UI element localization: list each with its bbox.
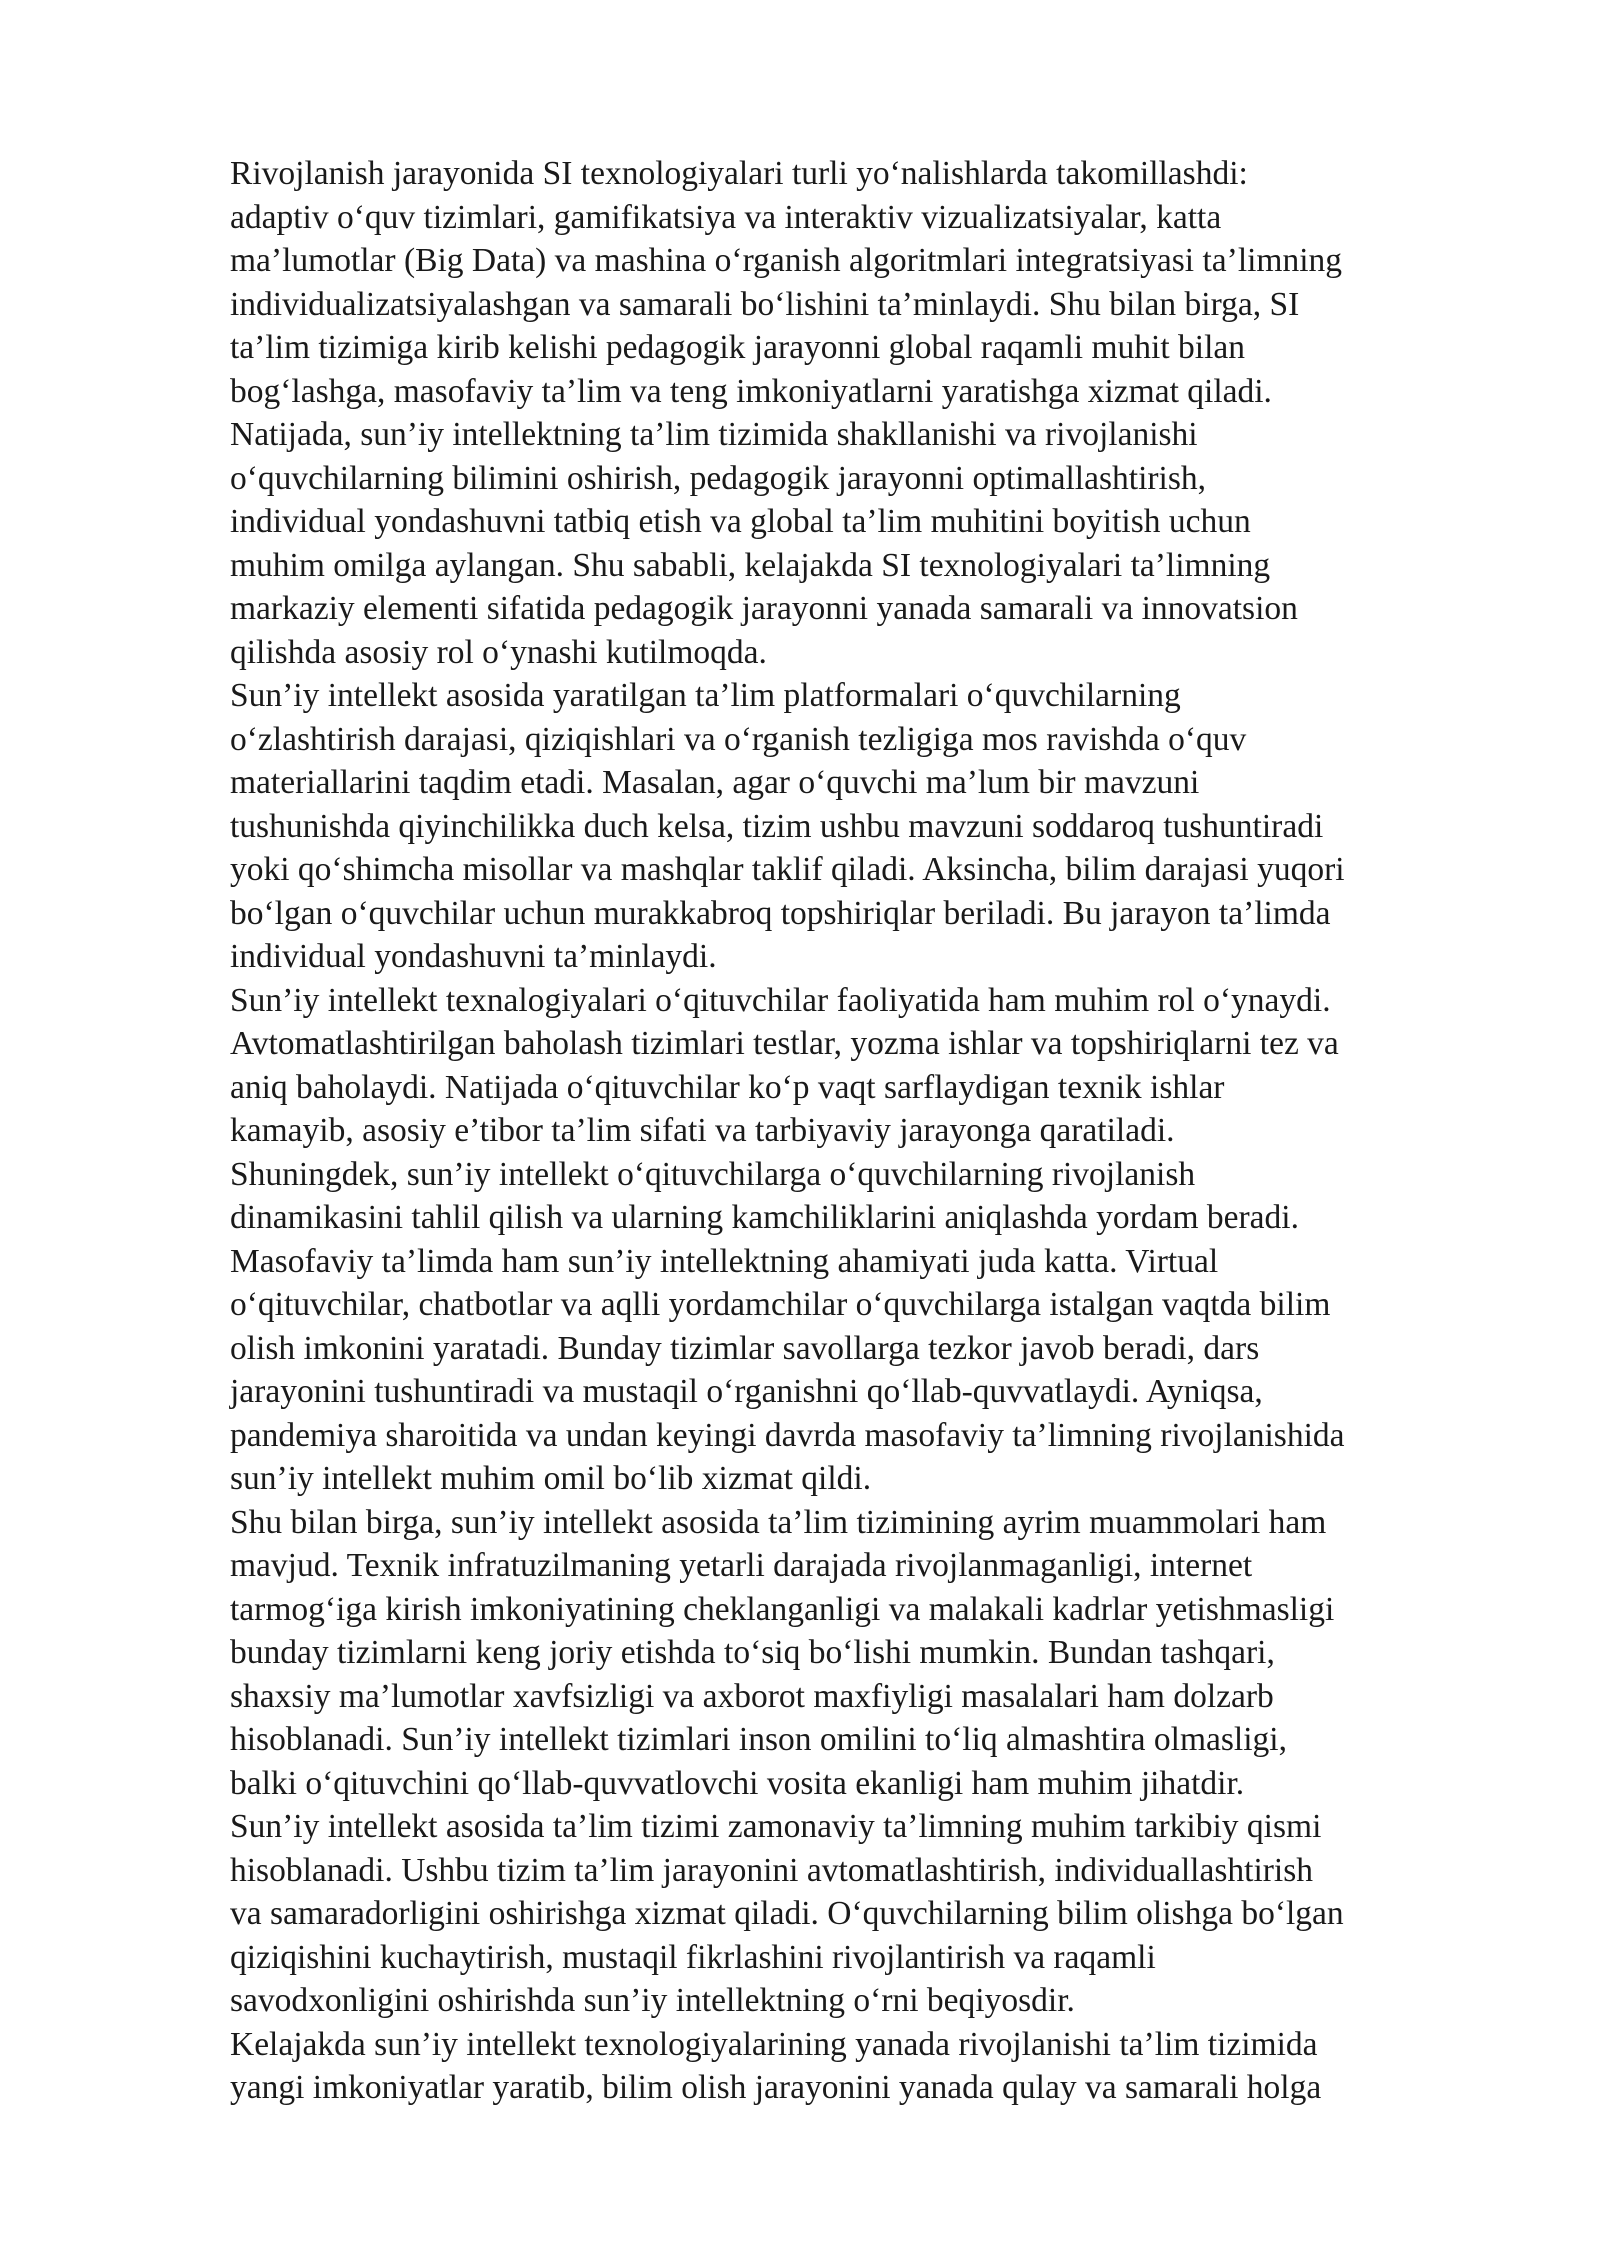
text-line: aniq baholaydi. Natijada o‘qituvchilar ko‘p vaqt sarflaydigan texnik ishlar bbox=[230, 1068, 1225, 1106]
text-line: adaptiv o‘quv tizimlari, gamifikatsiya va interaktiv vizualizatsiyalar, katta bbox=[230, 198, 1222, 236]
text-line: kamayib, asosiy e’tibor ta’lim sifati va tarbiyaviy jarayonga qaratiladi. bbox=[230, 1112, 1175, 1149]
text-line: olish imkonini yaratadi. Bunday tizimlar savollarga tezkor javob beradi, dars bbox=[230, 1329, 1260, 1367]
text-line: materiallarini taqdim etadi. Masalan, agar o‘quvchi ma’lum bir mavzuni bbox=[230, 764, 1200, 801]
text-line: sun’iy intellekt muhim omil bo‘lib xizmat qildi. bbox=[230, 1460, 872, 1497]
text-line: Natijada, sun’iy intellektning ta’lim tizimida shakllanishi va rivojlanishi bbox=[230, 416, 1198, 453]
text-line: qilishda asosiy rol o‘ynashi kutilmoqda. bbox=[230, 633, 767, 671]
text-line: yoki qo‘shimcha misollar va mashqlar taklif qiladi. Aksincha, bilim darajasi yuqori bbox=[230, 851, 1345, 888]
text-line: Sun’iy intellekt texnalogiyalari o‘qituvchilar faoliyatida ham muhim rol o‘ynaydi. bbox=[230, 981, 1331, 1019]
text-line: yangi imkoniyatlar yaratib, bilim olish jarayonini yanada qulay va samarali holga bbox=[230, 2069, 1322, 2106]
text-line: o‘quvchilarning bilimini oshirish, pedagogik jarayonni optimallashtirish, bbox=[230, 459, 1207, 497]
text-line: pandemiya sharoitida va undan keyingi davrda masofaviy ta’limning rivojlanishida bbox=[230, 1416, 1345, 1454]
text-line: o‘zlashtirish darajasi, qiziqishlari va o‘rganish tezligiga mos ravishda o‘quv bbox=[230, 720, 1247, 758]
text-line: Shuningdek, sun’iy intellekt o‘qituvchilarga o‘quvchilarning rivojlanish bbox=[230, 1155, 1196, 1193]
text-line: markaziy elementi sifatida pedagogik jarayonni yanada samarali va innovatsion bbox=[230, 590, 1298, 627]
text-line: hisoblanadi. Ushbu tizim ta’lim jarayonini avtomatlashtirish, individuallashtirish bbox=[230, 1851, 1314, 1889]
text-line: Kelajakda sun’iy intellekt texnologiyalarining yanada rivojlanishi ta’lim tizimida bbox=[230, 2025, 1318, 2063]
text-line: savodxonligini oshirishda sun’iy intellektning o‘rni beqiyosdir. bbox=[230, 1982, 1075, 2019]
text-line: Rivojlanish jarayonida SI texnologiyalari turli yo‘nalishlarda takomillashdi: bbox=[230, 155, 1248, 192]
text-line: Sun’iy intellekt asosida yaratilgan ta’lim platformalari o‘quvchilarning bbox=[230, 677, 1181, 714]
text-line: va samaradorligini oshirishga xizmat qiladi. O‘quvchilarning bilim olishga bo‘lgan bbox=[230, 1895, 1344, 1932]
text-line: muhim omilga aylangan. Shu sababli, kelajakda SI texnologiyalari ta’limning bbox=[230, 546, 1271, 584]
text-line: o‘qituvchilar, chatbotlar va aqlli yordamchilar o‘quvchilarga istalgan vaqtda bilim bbox=[230, 1286, 1331, 1323]
text-line: bunday tizimlarni keng joriy etishda to‘siq bo‘lishi mumkin. Bundan tashqari, bbox=[230, 1634, 1275, 1671]
text-line: jarayonini tushuntiradi va mustaqil o‘rganishni qo‘llab-quvvatlaydi. Ayniqsa, bbox=[230, 1373, 1263, 1410]
text-line: shaxsiy ma’lumotlar xavfsizligi va axborot maxfiyligi masalalari ham dolzarb bbox=[230, 1677, 1274, 1715]
text-line: bo‘lgan o‘quvchilar uchun murakkabroq topshiriqlar beriladi. Bu jarayon ta’limda bbox=[230, 894, 1331, 932]
text-line: bog‘lashga, masofaviy ta’lim va teng imkoniyatlarni yaratishga xizmat qiladi. bbox=[230, 372, 1272, 410]
text-line: mavjud. Texnik infratuzilmaning yetarli darajada rivojlanmaganligi, internet bbox=[230, 1547, 1253, 1584]
text-line: balki o‘qituvchini qo‘llab-quvvatlovchi vosita ekanligi ham muhim jihatdir. bbox=[230, 1764, 1245, 1802]
text-line: individual yondashuvni ta’minlaydi. bbox=[230, 938, 717, 975]
text-line: Avtomatlashtirilgan baholash tizimlari testlar, yozma ishlar va topshiriqlarni tez va bbox=[230, 1025, 1339, 1062]
text-line: tushunishda qiyinchilikka duch kelsa, tizim ushbu mavzuni soddaroq tushuntiradi bbox=[230, 807, 1324, 845]
body-text bbox=[230, 152, 1530, 2110]
text-line: Masofaviy ta’limda ham sun’iy intellektning ahamiyati juda katta. Virtual bbox=[230, 1242, 1219, 1280]
text-line: hisoblanadi. Sun’iy intellekt tizimlari inson omilini to‘liq almashtira olmasligi, bbox=[230, 1721, 1287, 1758]
text-line: ta’lim tizimiga kirib kelishi pedagogik jarayonni global raqamli muhit bilan bbox=[230, 329, 1246, 366]
text-line: individual yondashuvni tatbiq etish va global ta’lim muhitini boyitish uchun bbox=[230, 503, 1251, 540]
text-line: Shu bilan birga, sun’iy intellekt asosida ta’lim tizimining ayrim muammolari ham bbox=[230, 1503, 1327, 1541]
text-line: tarmog‘iga kirish imkoniyatining cheklanganligi va malakali kadrlar yetishmasligi bbox=[230, 1590, 1335, 1628]
text-line: qiziqishini kuchaytirish, mustaqil fikrlashini rivojlantirish va raqamli bbox=[230, 1938, 1156, 1976]
text-line: ma’lumotlar (Big Data) va mashina o‘rganish algoritmlari integratsiyasi ta’limning bbox=[230, 242, 1343, 279]
text-line: Sun’iy intellekt asosida ta’lim tizimi zamonaviy ta’limning muhim tarkibiy qismi bbox=[230, 1808, 1322, 1845]
text-line: individualizatsiyalashgan va samarali bo‘lishini ta’minlaydi. Shu bilan birga, SI bbox=[230, 285, 1300, 323]
text-line: dinamikasini tahlil qilish va ularning kamchiliklarini aniqlashda yordam beradi. bbox=[230, 1199, 1299, 1236]
